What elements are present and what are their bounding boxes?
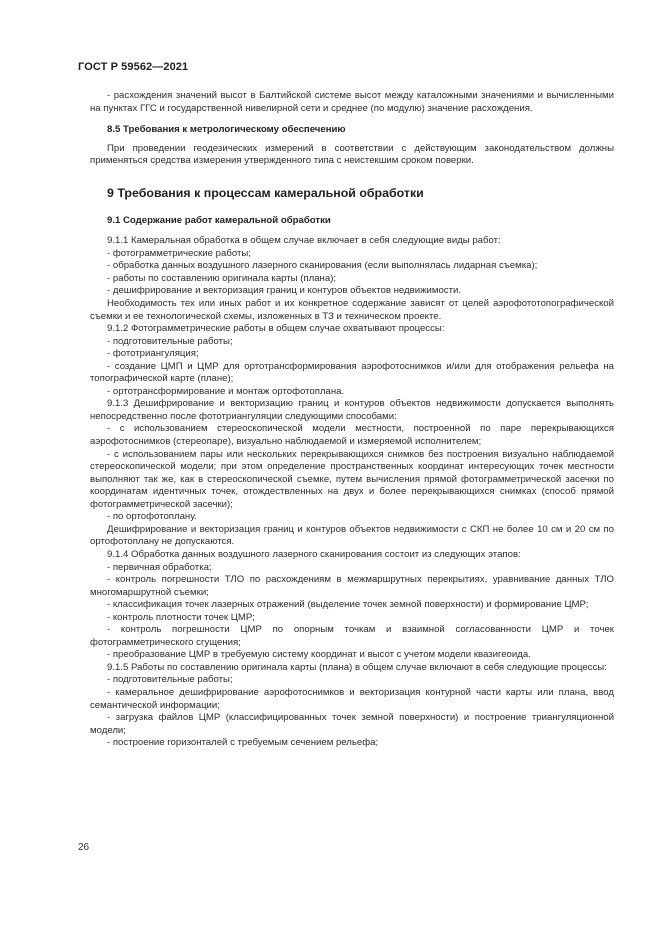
list-item: - с использованием пары или нескольких перекрывающихся снимков без построения визуально наблюдаемой стереоскопической модели; при этом определение пространственных координат интересующих точек местности выполняют так же, как в стереоскопической съемке, путем вычисления прямой фотограмметрической засечки по координатам идентичных точек, отождествленных на двух и более перекрывающихся снимках (способ прямой фотограмметрической засечки);: [90, 448, 614, 510]
list-item: - загрузка файлов ЦМР (классифицированных точек земной поверхности) и построение триангуляционной модели;: [90, 712, 614, 736]
page-number: 26: [78, 842, 90, 853]
paragraph-9-1-2: 9.1.2 Фотограмметрические работы в общем случае охватывают процессы:: [107, 323, 445, 335]
list-item: - контроль погрешности ТЛО по расхождениям в межмаршрутных перекрытиях, уравнивание данных ТЛО многомаршрутной съемки;: [90, 574, 614, 598]
list-item: - классификация точек лазерных отражений (выделение точек земной поверхности) и формирование ЦМР;: [107, 599, 589, 611]
list-item: - обработка данных воздушного лазерного сканирования (если выполнялась лидарная съемка);: [107, 260, 538, 272]
list-item: - дешифрирование и векторизация границ и контуров объектов недвижимости.: [107, 285, 462, 297]
list-item: - контроль плотности точек ЦМР;: [107, 611, 255, 623]
list-item: - создание ЦМП и ЦМР для ортотрансформирования аэрофотоснимков и/или для отображения рельефа на топографической карте (плане);: [90, 360, 614, 385]
paragraph-9-1-1: 9.1.1 Камеральная обработка в общем случае включает в себя следующие виды работ:: [107, 235, 501, 247]
paragraph-8-5: При проведении геодезических измерений в соответствии с действующим законодательством должны применяться средства измерения утвержденного типа с неистекшим сроком поверки.: [90, 142, 614, 167]
paragraph-necessity: Необходимость тех или иных работ и их конкретное содержание зависят от целей аэрофототопографической съемки и ее технологической схемы, изложенных в ТЗ и техническом проекте.: [90, 298, 614, 322]
list-item: - фототриангуляция;: [107, 348, 199, 360]
heading-8-5: 8.5 Требования к метрологическому обеспечению: [107, 124, 346, 136]
paragraph-9-1-4: 9.1.4 Обработка данных воздушного лазерного сканирования состоит из следующих этапов:: [107, 548, 521, 560]
paragraph-tolerance: Дешифрирование и векторизация границ и контуров объектов недвижимости с СКП не более 10 см и 20 см по ортофотоплану не допускаются.: [90, 523, 614, 548]
list-item: - подготовительные работы;: [107, 674, 233, 686]
list-item: - по ортофотоплану.: [107, 511, 197, 523]
list-item: - ортотрансформирование и монтаж ортофотоплана.: [107, 385, 345, 397]
paragraph-9-1-5: 9.1.5 Работы по составлению оригинала карты (плана) в общем случае включают в себя следующие процессы:: [107, 661, 607, 673]
paragraph-height-discrepancy: - расхождения значений высот в Балтийской системе высот между каталожными значениями и вычисленными на пунктах ГГС и государственной нивелирной сети и среднее (по модулю) значение расхождения.: [90, 90, 614, 114]
list-item: - с использованием стереоскопической модели местности, построенной по паре перекрывающихся аэрофотоснимков (стереопаре), визуально наблюдаемой и измеряемой исполнителем;: [90, 423, 614, 448]
paragraph-9-1-3: 9.1.3 Дешифрирование и векторизацию границ и контуров объектов недвижимости допускается выполнять непосредственно после фототриангуляции следующими способами:: [90, 398, 614, 422]
list-item: - камеральное дешифрирование аэрофотоснимков и векторизация контурной части карты или плана, ввод семантической информации;: [90, 686, 614, 711]
standard-code-header: ГОСТ Р 59562—2021: [78, 61, 189, 73]
list-item: - первичная обработка;: [107, 561, 212, 573]
list-item: - преобразование ЦМР в требуемую систему координат и высот с учетом модели квазигеоида.: [107, 649, 531, 661]
list-item: - подготовительные работы;: [107, 335, 233, 347]
page-content: [90, 90, 614, 750]
list-item: - работы по составлению оригинала карты (плана);: [107, 272, 337, 284]
heading-section-9: 9 Требования к процессам камеральной обработки: [107, 185, 424, 200]
list-item: - контроль погрешности ЦМР по опорным точкам и взаимной согласованности ЦМР и точек фотограмметрического сгущения;: [90, 624, 614, 648]
list-item: - фотограмметрические работы;: [107, 247, 251, 259]
list-item: - построение горизонталей с требуемым сечением рельефа;: [107, 737, 379, 749]
heading-9-1: 9.1 Содержание работ камеральной обработки: [107, 214, 331, 226]
